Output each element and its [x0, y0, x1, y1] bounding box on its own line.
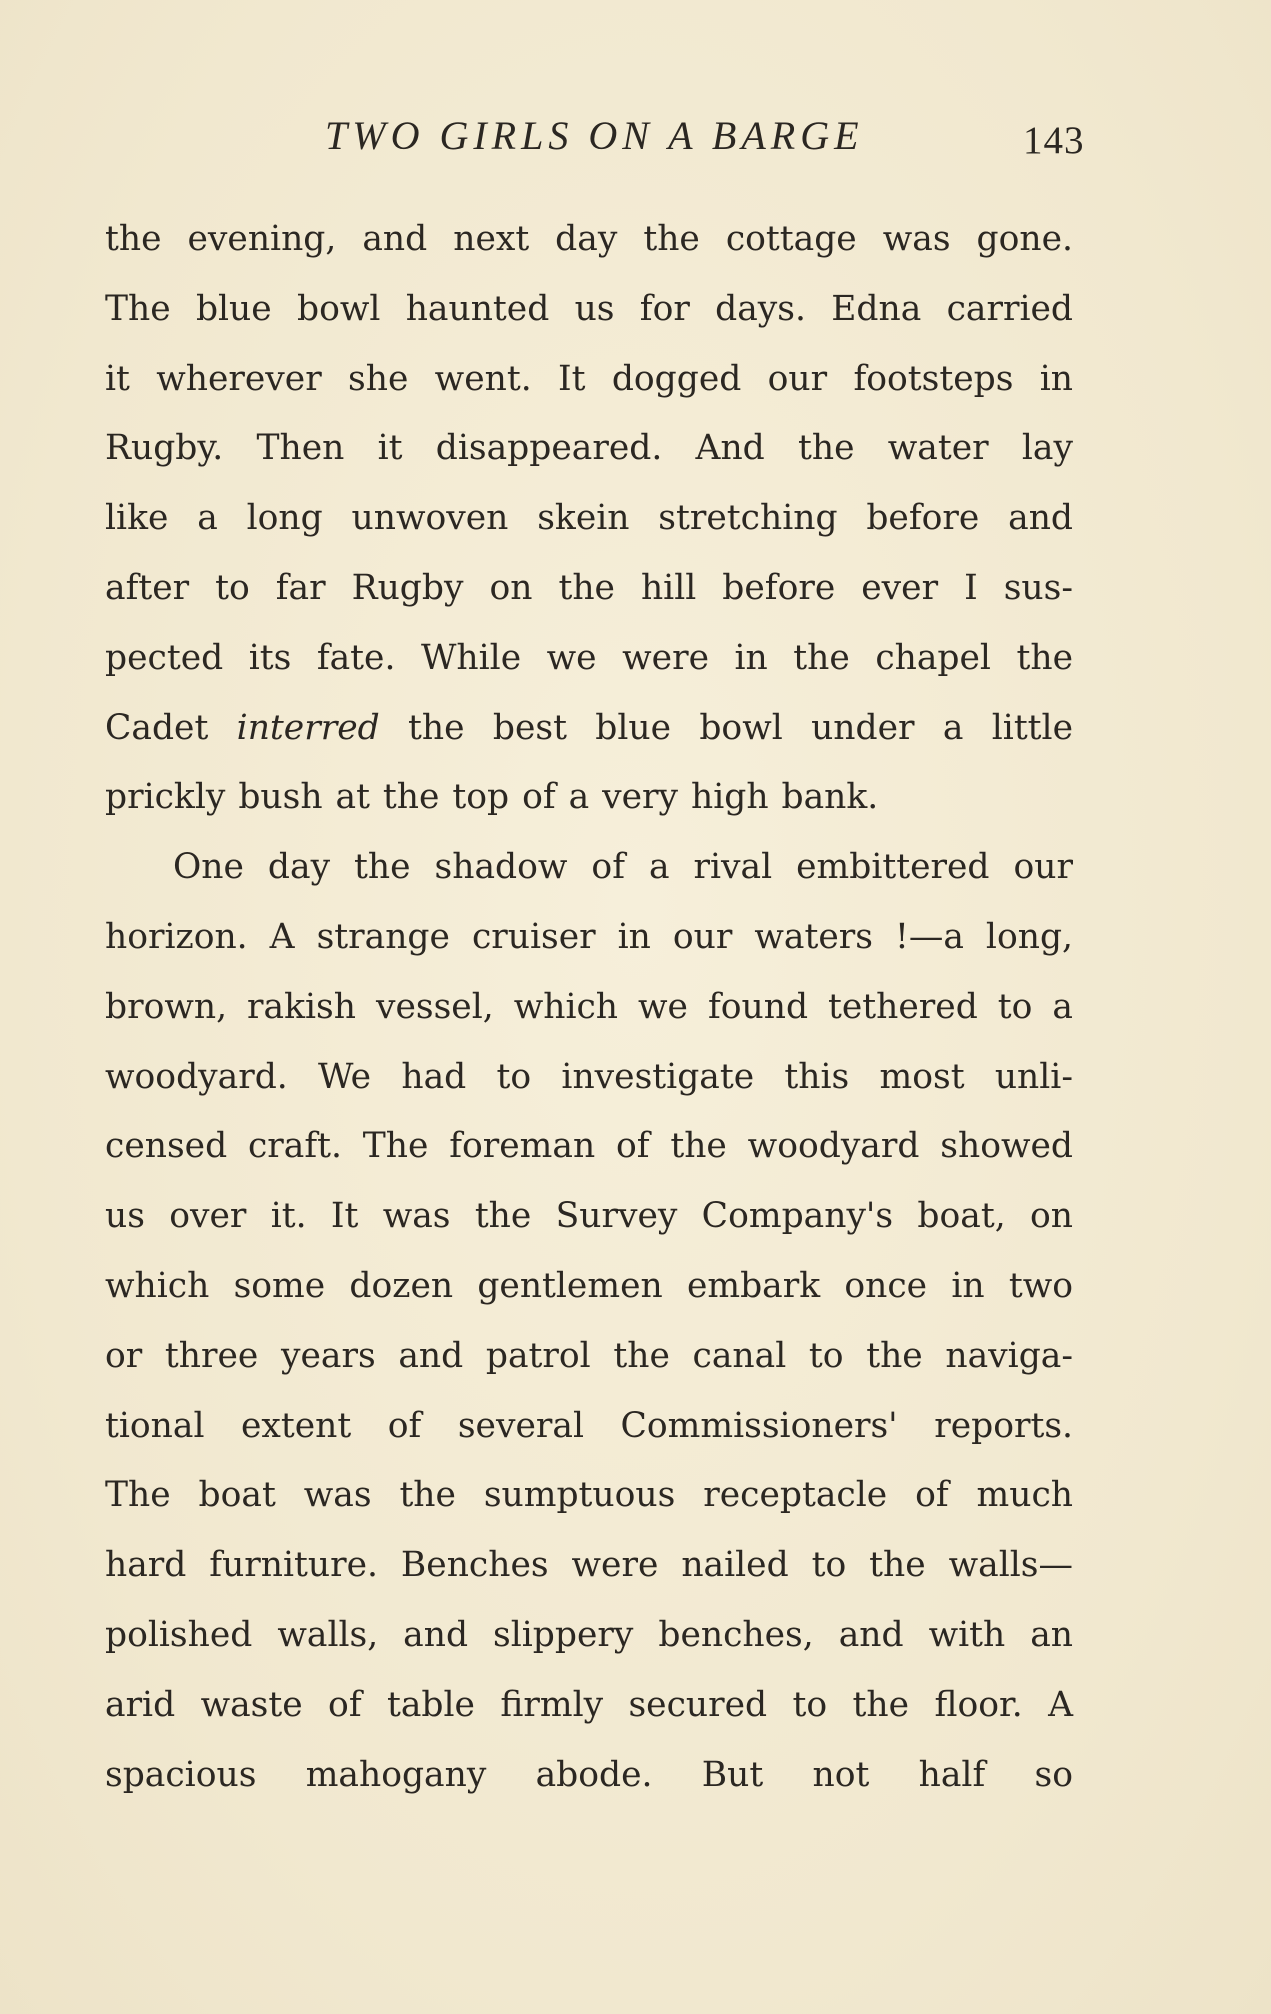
text-line: tional extent of several Commissioners' reports.: [105, 1405, 1073, 1446]
text-line: censed craft. The foreman of the woodyard showed: [105, 1126, 1073, 1167]
page-number: 143: [1023, 119, 1085, 162]
text-line: spacious mahogany abode. But not half so: [105, 1754, 1073, 1795]
text-line: brown, rakish vessel, which we found tethered to a: [105, 986, 1073, 1027]
text-segment: Cadet: [105, 707, 237, 748]
text-line-with-emphasis: [105, 694, 1073, 764]
text-line: The boat was the sumptuous receptacle of much: [105, 1475, 1073, 1516]
text-line: woodyard. We had to investigate this most unli-: [105, 1056, 1073, 1097]
text-line: us over it. It was the Survey Company's boat, on: [105, 1196, 1073, 1237]
text-line: polished walls, and slippery benches, and with an: [105, 1614, 1073, 1655]
text-line: which some dozen gentlemen embark once in two: [105, 1265, 1073, 1306]
text-line: or three years and patrol the canal to the naviga-: [105, 1335, 1073, 1376]
paragraph-first-line: One day the shadow of a rival embittered our: [173, 847, 1073, 888]
text-line: it wherever she went. It dogged our footsteps in: [105, 358, 1073, 399]
body-text: [105, 205, 1073, 1810]
text-line: like a long unwoven skein stretching before and: [105, 498, 1073, 539]
text-line: the evening, and next day the cottage was gone.: [105, 219, 1073, 259]
emphasized-word: interred: [236, 707, 380, 748]
running-head: [0, 112, 1271, 172]
text-segment: the best blue bowl under a little: [379, 707, 1073, 748]
text-line: pected its fate. While we were in the chapel the: [105, 637, 1073, 678]
text-line: hard furniture. Benches were nailed to the walls—: [105, 1545, 1073, 1586]
text-line: The blue bowl haunted us for days. Edna carried: [105, 288, 1073, 329]
text-line: arid waste of table firmly secured to the floor. A: [105, 1684, 1073, 1725]
text-line: horizon. A strange cruiser in our waters !—a long,: [105, 916, 1073, 957]
text-line: after to far Rugby on the hill before ever I sus-: [105, 567, 1073, 608]
text-line: Rugby. Then it disappeared. And the water lay: [105, 428, 1073, 469]
paragraph-end-line: prickly bush at the top of a very high bank.: [105, 777, 879, 818]
running-title: TWO GIRLS ON A BARGE: [325, 113, 864, 158]
